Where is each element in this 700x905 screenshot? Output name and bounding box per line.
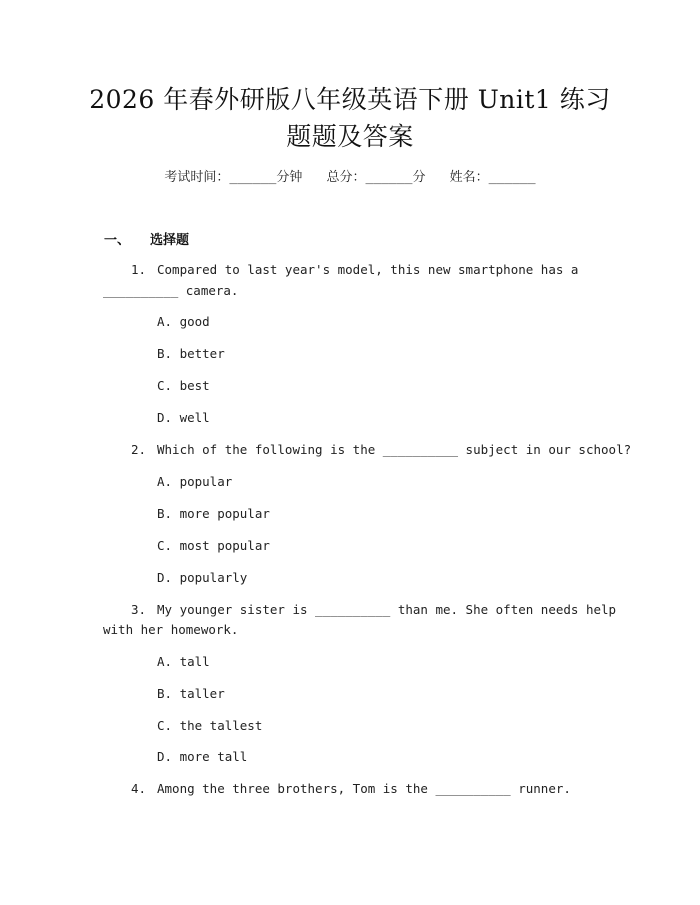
total-score-unit: 分 [412,170,426,185]
answer-option: A. good [157,314,210,329]
section-heading [104,229,189,248]
answer-option: D. more tall [157,749,248,764]
question-text: Among the three brothers, Tom is the __________ runner. [157,781,571,796]
section-number: 一、 [104,233,131,248]
question-text-continuation: __________ camera. [103,283,239,298]
exam-time-unit: 分钟 [276,170,303,185]
exam-time-field [164,168,302,188]
answer-option: C. the tallest [157,718,263,733]
answer-option: B. more popular [157,506,270,521]
total-score-label: 总分： [326,170,366,185]
answer-option: A. popular [157,474,233,489]
student-name-label: 姓名： [449,170,489,185]
section-title: 选择题 [150,233,190,248]
total-score-blank: ______ [365,170,413,185]
student-name-field [450,168,536,188]
total-score-field [327,168,426,188]
exam-info-row [0,168,700,188]
answer-option: C. best [157,378,210,393]
page-title-line-1: 2026 年春外研版八年级英语下册 Unit1 练习 [89,85,611,114]
answer-option: D. well [157,410,210,425]
answer-option: B. taller [157,686,225,701]
question-text: My younger sister is __________ than me. She often needs help [157,602,617,617]
answer-option: D. popularly [157,570,248,585]
question-number: 2. [131,442,147,457]
exam-time-label: 考试时间： [164,170,230,185]
question-number: 3. [131,602,147,617]
question-number: 4. [131,781,147,796]
question-text: Which of the following is the __________ subject in our school? [157,442,632,457]
question-text: Compared to last year's model, this new smartphone has a [157,262,579,277]
answer-option: B. better [157,346,225,361]
question-number: 1. [131,262,147,277]
question-text-continuation: with her homework. [103,622,239,637]
exam-time-blank: ______ [229,170,277,185]
page-title-line-2: 题题及答案 [286,122,414,151]
student-name-blank: ______ [488,170,536,185]
answer-option: C. most popular [157,538,270,553]
answer-option: A. tall [157,654,210,669]
